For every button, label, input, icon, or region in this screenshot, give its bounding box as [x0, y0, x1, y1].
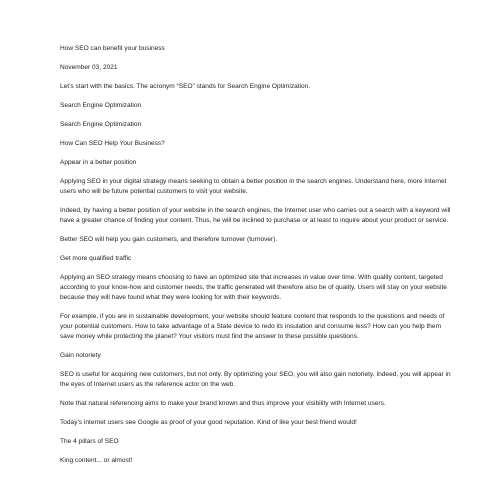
paragraph-example: For example, if you are in sustainable development, your website should feature content that responds to the questions and needs of your potential customers. How to take advantage of a State device to redo its insulation and consume less? How can you help them save money while protecting the planet? Your visitors must find the answer to these possible questions. [60, 313, 445, 340]
heading-better-position: Appear in a better position [60, 159, 137, 166]
paragraph-qualified-traffic: Applying an SEO strategy means choosing to have an optimized site that increases in value over time. With quality content, targeted according to your know-how and customer needs, the traffic generated will therefore also be of quality. Users will stay on your website because they will have found what they were looking for with their keywords. [60, 274, 447, 301]
paragraph-google-reputation: Today’s internet users see Google as proof of your good reputation. Kind of like your best friend would! [60, 419, 357, 426]
document-title: How SEO can benefit your business [60, 45, 165, 52]
paragraph-better-position-2: Indeed, by having a better position of your website in the search engines, the Internet user who carries out a search with a keyword will have a greater chance of finding your content. Thus, he will be inclined to purchase or at least to inquire about your product or service. [60, 207, 451, 224]
paragraph-gain-customers: Better SEO will help you gain customers, and therefore turnover (turnover). [60, 236, 278, 243]
heading-qualified-traffic: Get more qualified traffic [60, 255, 132, 262]
heading-gain-notoriety: Gain notoriety [60, 352, 101, 359]
intro-paragraph: Let’s start with the basics. The acronym “SEO” stands for Search Engine Optimization. [60, 83, 311, 90]
heading-search-engine-optimization-repeat: Search Engine Optimization [60, 121, 142, 128]
paragraph-notoriety: SEO is useful for acquiring new customers, but not only. By optimizing your SEO, you will also gain notoriety. Indeed, you will appear in the eyes of Internet users as the reference actor on the web. [60, 371, 451, 388]
heading-four-pillars: The 4 pillars of SEO [60, 438, 119, 445]
document-date: November 03, 2021 [60, 64, 118, 71]
paragraph-better-position-1: Applying SEO in your digital strategy means seeking to obtain a better position in the search engines. Understand here, more Internet users who will be future potential customers to visit your website. [60, 178, 447, 195]
paragraph-natural-referencing: Note that natural referencing aims to make your brand known and thus improve your visibility with Internet users. [60, 400, 386, 407]
paragraph-king-content: King content... or almost! [60, 457, 133, 464]
heading-how-can-seo-help: How Can SEO Help Your Business? [60, 140, 165, 147]
heading-search-engine-optimization: Search Engine Optimization [60, 102, 142, 109]
